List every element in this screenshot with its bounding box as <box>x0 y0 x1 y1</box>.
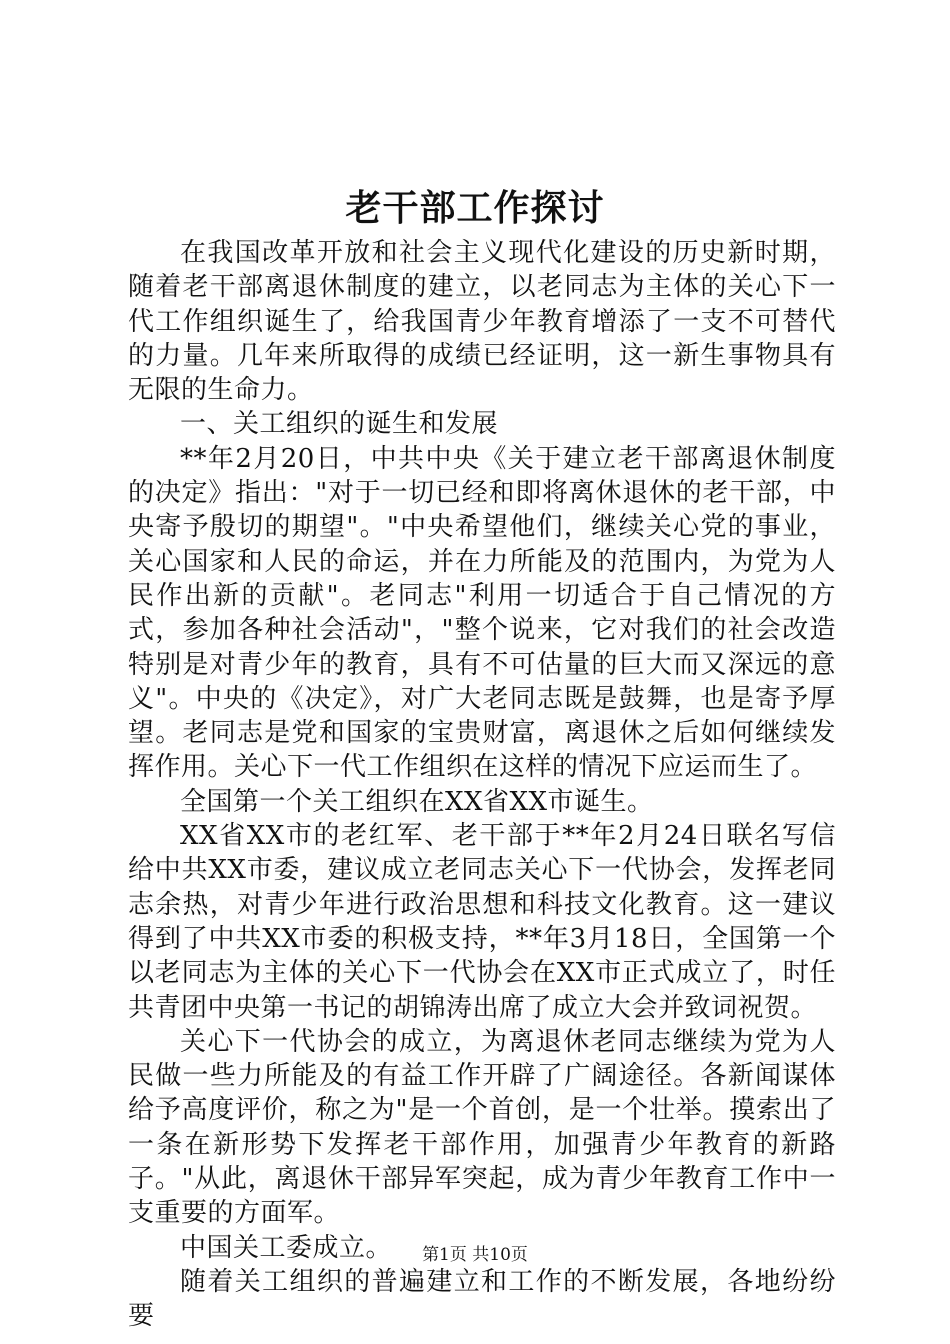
paragraph-intro: 在我国改革开放和社会主义现代化建设的历史新时期，随着老干部离退休制度的建立，以老同志为主体的关心下一代工作组织诞生了，给我国青少年教育增添了一支不可替代的力量。几年来所取得的成绩已经证明，这一新生事物具有无限的生命力。 <box>128 238 836 406</box>
paragraph-decision: **年2月20日，中共中央《关于建立老干部离退休制度的决定》指出："对于一切已经和即将离休退休的老干部，中央寄予殷切的期望"。"中央希望他们，继续关心党的事业，关心国家和人民的命运，并在力所能及的范围内，为党为人民作出新的贡献"。老同志"利用一切适合于自己情况的方式，参加各种社会活动"，"整个说来，它对我们的社会改造特别是对青少年的教育，具有不可估量的巨大而又深远的意义"。中央的《决定》，对广大老同志既是鼓舞，也是寄予厚望。老同志是党和国家的宝贵财富，离退休之后如何继续发挥作用。关心下一代工作组织在这样的情况下应运而生了。 <box>128 443 836 783</box>
page-number-footer: 第1页 共10页 <box>422 1245 528 1265</box>
document-body <box>128 236 836 1334</box>
document-title: 老干部工作探讨 <box>345 187 605 229</box>
paragraph-evaluation: 关心下一代协会的成立，为离退休老同志继续为党为人民做一些力所能及的有益工作开辟了广阔途径。各新闻谋体给予高度评价，称之为"是一个首创，是一个壮举。摸索出了一条在新形势下发挥老干部作用，加强青少年教育的新路子。"从此，离退休干部异军突起，成为青少年教育工作中一支重要的方面军。 <box>128 1026 836 1229</box>
section-heading: 一、关工组织的诞生和发展 <box>180 409 499 440</box>
paragraph-letter: XX省XX市的老红军、老干部于**年2月24日联名写信给中共XX市委，建议成立老同志关心下一代协会，发挥老同志余热，对青少年进行政治思想和科技文化教育。这一建议得到了中共XX市委的积极支持，**年3月18日，全国第一个以老同志为主体的关心下一代协会在XX市正式成立了，时任共青团中央第一书记的胡锦涛出席了成立大会并致词祝贺。 <box>128 821 836 1023</box>
paragraph-national-committee: 中国关工委成立。 <box>180 1232 393 1263</box>
paragraph-first-organization: 全国第一个关工组织在XX省XX市诞生。 <box>180 786 654 817</box>
paragraph-continuation: 随着关工组织的普遍建立和工作的不断发展，各地纷纷要 <box>128 1266 836 1332</box>
